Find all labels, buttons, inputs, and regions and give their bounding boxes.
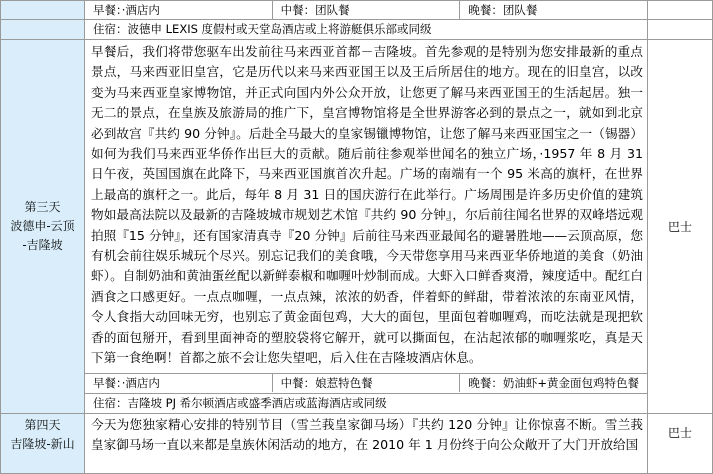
- prev-day-hotel-cell: [85, 20, 648, 40]
- day4-label-line1: 第四天: [24, 418, 61, 432]
- day4-description-cell: [85, 414, 648, 474]
- hotel-text: 住宿：波德申 LEXIS 度假村或天堂岛酒店或上将游艇俱乐部或同级: [93, 22, 432, 36]
- day4-label-cell: [1, 414, 85, 474]
- prev-day-transport-cell: [648, 1, 713, 20]
- prev-day-meals-row: [1, 1, 713, 20]
- prev-day-hotel-row: [1, 20, 713, 40]
- prev-day-label-cell: [1, 1, 85, 20]
- dinner-text: 晚餐：团队餐: [468, 3, 538, 17]
- day3-dinner-text: 晚餐：奶油虾+黄金面包鸡特色餐: [468, 376, 639, 390]
- day3-meals-cell: [85, 374, 648, 394]
- day3-hotel-cell: [85, 394, 648, 414]
- day3-label-cell: [1, 40, 85, 414]
- prev-day-meals-cell: [85, 1, 648, 20]
- breakfast-text: 早餐：·酒店内: [85, 1, 273, 19]
- day3-meals-row: [1, 374, 713, 394]
- day4-description-row: [1, 414, 713, 474]
- day3-lunch-text: 中餐：娘惹特色餐: [273, 374, 461, 392]
- day3-label-line1: 第三天: [24, 200, 61, 214]
- day3-transport: 巴士: [667, 220, 692, 234]
- day3-hotel-text: 住宿：吉隆坡 PJ 希尔顿酒店或盛季酒店或蓝海酒店或同级: [93, 396, 387, 410]
- day4-description: 今天为您独家精心安排的特别节目（雪兰莪皇家御马场）『共约 120 分钟』让你惊喜不断。雪兰莪皇家御马场一直以来都是皇族休闲活动的地方，在 2010 年 1 月份终于向公众敞开了大门开放给国: [91, 417, 643, 453]
- day3-breakfast-text: 早餐：·酒店内: [85, 374, 273, 392]
- day3-description: 早餐后，我们将带您驱车出发前往马来西亚首都－吉隆坡。首先参观的是特别为您安排最新的重点景点，马来西亚旧皇宫，它是历代以来马来西亚国王以及王后所居住的地方。现在的旧皇宫，以改变为马来西亚皇家博物馆，并正式向国内外公众开放，让您更了解马来西亚国王的生活起居。独一无二的景点，在皇族及旅游局的推广下，皇宫博物馆将是全世界游客必到的景点之一，就如到北京必到故宫『共约 90 分钟』。后赴全马最大的皇家锡镴博物馆，让您了解马来西亚国宝之一（锡器）如何为我们马来西亚华侨作出巨大的贡献。随后前往参观举世闻名的独立广场，·1957 年 8 月 31 日午夜，英国国旗在此降下，马来西亚国旗首次升起。广场的南端有一个 95 米高的旗杆，在世界上最高的旗杆之一。此后，每年 8 月 31 日的国庆游行在此举行。广场周围是许多历史价值的建筑物如最高法院以及最新的吉隆坡城市规划艺术馆『共约 90 分钟』，尔后前往闻名世界的双峰塔远观拍照『15 分钟』，还有国家清真寺『20 分钟』后前往马来西亚最闻名的避暑胜地——云顶高原，您有机会前往娱乐城玩个尽兴。别忘记我们的美食哦，今天带您享用马来西亚华侨地道的美食（奶油虾）。自制奶油和黄油蛋丝配以新鲜泰椒和咖喱叶炒制而成。大虾入口鲜香爽滑，辣度适中。配红白酒食之口感更好。一点点咖喱，一点点辣，浓浓的奶香，伴着虾的鲜甜，带着浓浓的东南亚风情，令人食指大动回味无穷，也别忘了黄金面包鸡，大大的面包，里面包着咖喱鸡，而吃法就是现把软香的面包掰开，看到里面神奇的塑胶袋将它解开，就可以撕面包，在沾起浓郁的咖喱浆吃，真是天下第一食绝啊！首都之旅不会让您失望吧，后入住在吉隆坡酒店休息。: [91, 44, 643, 366]
- day4-label-line2: 吉隆坡-新山: [10, 437, 75, 451]
- day4-transport-cell: [648, 414, 713, 474]
- day4-transport: 巴士: [667, 426, 692, 440]
- lunch-text: 中餐：团队餐: [273, 1, 461, 19]
- day3-label-line3: -吉隆坡: [22, 238, 63, 252]
- prev-day-label-cell-2: [1, 20, 85, 40]
- day3-hotel-row: [1, 394, 713, 414]
- day3-description-row: [1, 40, 713, 374]
- day3-transport-cell: [648, 40, 713, 414]
- day3-description-cell: [85, 40, 648, 374]
- day3-label-line2: 波德申-云顶: [10, 219, 75, 233]
- prev-day-transport-cell-2: [648, 20, 713, 40]
